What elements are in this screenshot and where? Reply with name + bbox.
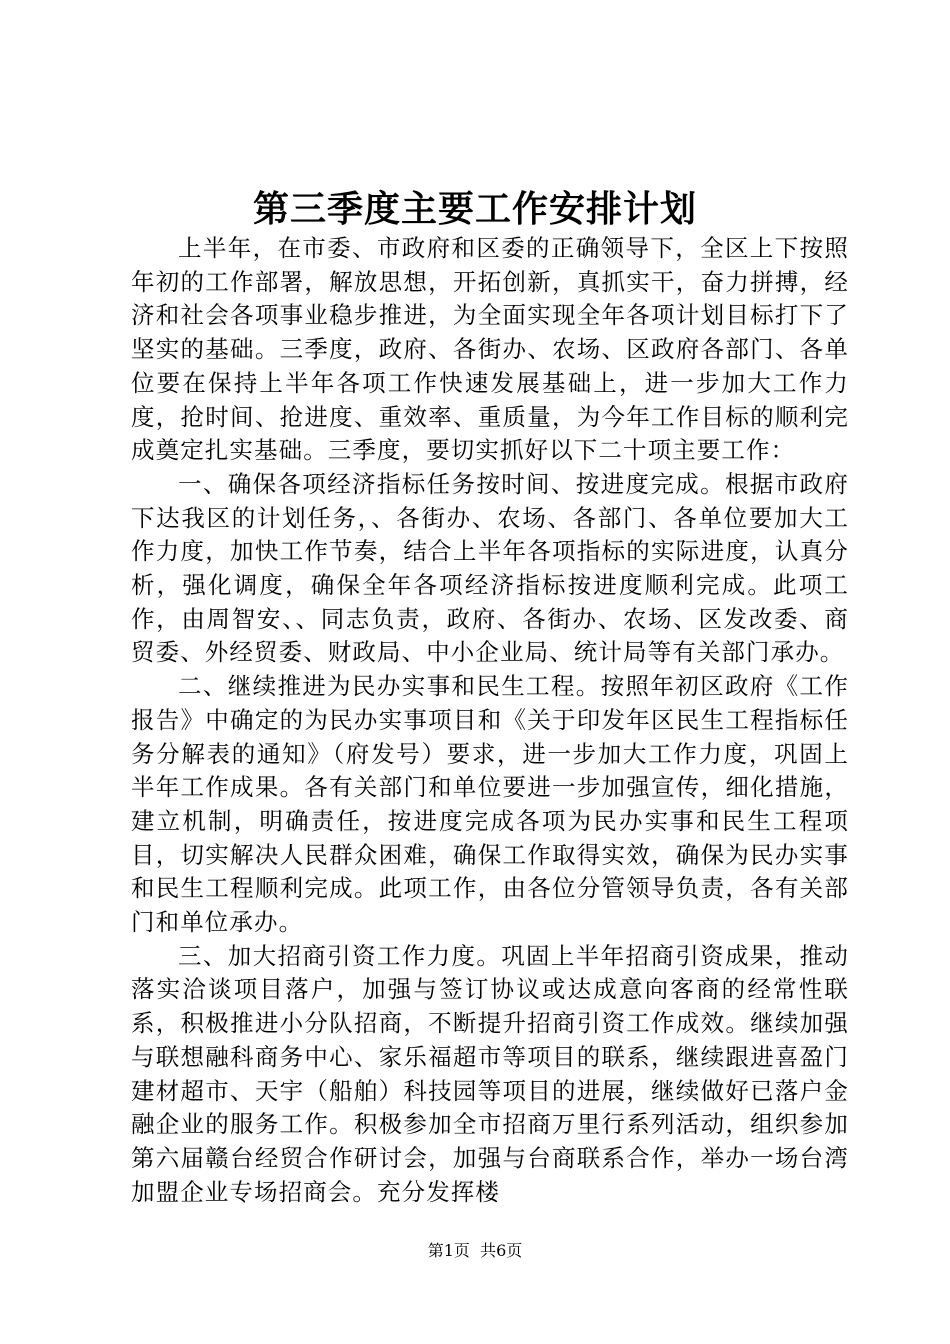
paragraph-intro: 上半年，在市委、市政府和区委的正确领导下，全区上下按照年初的工作部署，解放思想，开拓创新，真抓实干，奋力拼搏，经济和社会各项事业稳步推进，为全面实现全年各项计划目标打下了坚实的基础。三季度，政府、各街办、农场、区政府各部门、各单位要在保持上半年各项工作快速发展基础上，进一步加大工作力度，抢时间、抢进度、重效率、重质量，为今年工作目标的顺利完成奠定扎实基础。三季度，要切实抓好以下二十项主要工作：	[131, 234, 849, 465]
page-total: 共6页	[480, 1241, 523, 1260]
paragraph-item-3: 三、加大招商引资工作力度。巩固上半年招商引资成果，推动落实洽谈项目落户，加强与签订协议或达成意向客商的经常性联系，积极推进小分队招商，不断提升招商引资工作成效。继续加强与联想融科商务中心、家乐福超市等项目的联系，继续跟进喜盈门建材超市、天宇（船舶）科技园等项目的进展，继续做好已落户金融企业的服务工作。积极参加全市招商万里行系列活动，组织参加第六届赣台经贸合作研讨会，加强与台商联系合作，举办一场台湾加盟企业专场招商会。充分发挥楼	[131, 941, 849, 1206]
paragraph-item-2: 二、继续推进为民办实事和民生工程。按照年初区政府《工作报告》中确定的为民办实事项目和《关于印发年区民生工程指标任务分解表的通知》（府发号）要求，进一步加大工作力度，巩固上半年工作成果。各有关部门和单位要进一步加强宣传，细化措施，建立机制，明确责任，按进度完成各项为民办实事和民生工程项目，切实解决人民群众困难，确保工作取得实效，确保为民办实事和民生工程顺利完成。此项工作，由各位分管领导负责，各有关部门和单位承办。	[131, 672, 849, 937]
document-title: 第三季度主要工作安排计划	[252, 188, 697, 230]
page-footer	[0, 1240, 950, 1262]
document-body	[131, 232, 849, 1209]
paragraph-item-1: 一、确保各项经济指标任务按时间、按进度完成。根据市政府下达我区的计划任务，、各街办、农场、各部门、各单位要加大工作力度，加快工作节奏，结合上半年各项指标的实际进度，认真分析，强化调度，确保全年各项经济指标按进度顺利完成。此项工作，由周智安、、同志负责，政府、各街办、农场、区发改委、商贸委、外经贸委、财政局、中小企业局、统计局等有关部门承办。	[131, 469, 849, 667]
page-number: 第1页	[427, 1241, 470, 1260]
